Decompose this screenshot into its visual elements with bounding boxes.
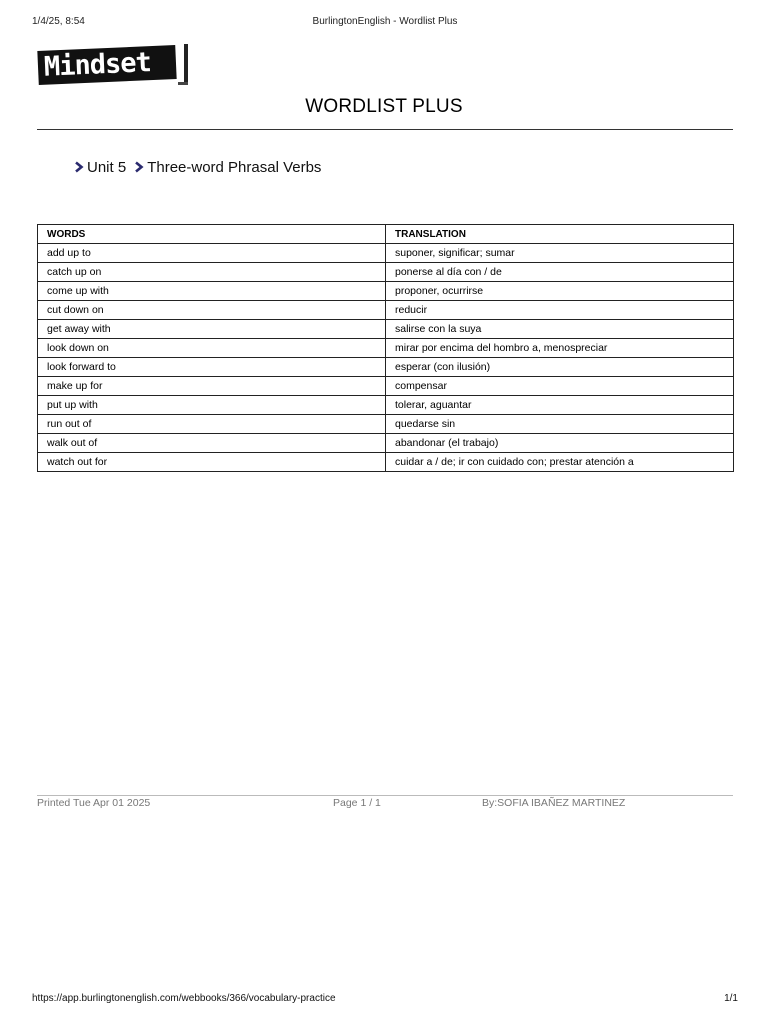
table-row xyxy=(38,377,734,396)
word-cell: run out of xyxy=(38,415,386,434)
breadcrumb xyxy=(74,157,329,177)
word-cell: make up for xyxy=(38,377,386,396)
breadcrumb-unit-label: Unit 5 xyxy=(87,158,127,176)
word-cell: put up with xyxy=(38,396,386,415)
printed-date: Printed Tue Apr 01 2025 xyxy=(37,797,151,809)
breadcrumb-topic[interactable] xyxy=(134,159,321,176)
print-header xyxy=(32,16,738,32)
logo-text: Mindset xyxy=(43,47,152,83)
print-datetime: 1/4/25, 8:54 xyxy=(32,16,85,27)
logo-underline xyxy=(178,82,188,85)
heading-divider xyxy=(37,129,733,130)
word-cell: get away with xyxy=(38,320,386,339)
wordlist-table xyxy=(37,224,734,472)
translation-cell: esperar (con ilusión) xyxy=(386,358,734,377)
table-row xyxy=(38,396,734,415)
logo-background xyxy=(37,45,176,85)
column-header-translation: TRANSLATION xyxy=(386,225,734,244)
chevron-right-icon xyxy=(74,161,84,173)
word-cell: cut down on xyxy=(38,301,386,320)
column-header-words: WORDS xyxy=(38,225,386,244)
table-row xyxy=(38,453,734,472)
page-title: WORDLIST PLUS xyxy=(305,96,463,117)
translation-cell: reducir xyxy=(386,301,734,320)
table-header-row xyxy=(38,225,734,244)
print-footer xyxy=(32,993,738,1007)
translation-cell: ponerse al día con / de xyxy=(386,263,734,282)
table-row xyxy=(38,358,734,377)
translation-cell: compensar xyxy=(386,377,734,396)
translation-cell: cuidar a / de; ir con cuidado con; prestar atención a xyxy=(386,453,734,472)
mindset-logo xyxy=(38,42,188,88)
logo-bar xyxy=(184,44,188,82)
word-cell: look down on xyxy=(38,339,386,358)
breadcrumb-unit[interactable] xyxy=(74,159,126,176)
page-indicator: Page 1 / 1 xyxy=(333,797,381,809)
footer-divider xyxy=(37,795,733,796)
word-cell: add up to xyxy=(38,244,386,263)
translation-cell: tolerar, aguantar xyxy=(386,396,734,415)
translation-cell: suponer, significar; sumar xyxy=(386,244,734,263)
translation-cell: mirar por encima del hombro a, menospreciar xyxy=(386,339,734,358)
word-cell: look forward to xyxy=(38,358,386,377)
table-row xyxy=(38,282,734,301)
word-cell: walk out of xyxy=(38,434,386,453)
breadcrumb-topic-label: Three-word Phrasal Verbs xyxy=(147,158,322,176)
table-row xyxy=(38,244,734,263)
translation-cell: proponer, ocurrirse xyxy=(386,282,734,301)
print-url: https://app.burlingtonenglish.com/webbooks/366/vocabulary-practice xyxy=(32,993,336,1004)
chevron-right-icon xyxy=(134,161,144,173)
table-row xyxy=(38,434,734,453)
table-row xyxy=(38,415,734,434)
word-cell: watch out for xyxy=(38,453,386,472)
print-doc-title: BurlingtonEnglish - Wordlist Plus xyxy=(312,16,458,27)
translation-cell: quedarse sin xyxy=(386,415,734,434)
table-row xyxy=(38,339,734,358)
word-cell: catch up on xyxy=(38,263,386,282)
table-row xyxy=(38,320,734,339)
word-cell: come up with xyxy=(38,282,386,301)
printed-by: By:SOFIA IBAÑEZ MARTINEZ xyxy=(482,797,626,809)
print-page-count: 1/1 xyxy=(724,993,738,1004)
table-row xyxy=(38,263,734,282)
translation-cell: salirse con la suya xyxy=(386,320,734,339)
table-row xyxy=(38,301,734,320)
translation-cell: abandonar (el trabajo) xyxy=(386,434,734,453)
